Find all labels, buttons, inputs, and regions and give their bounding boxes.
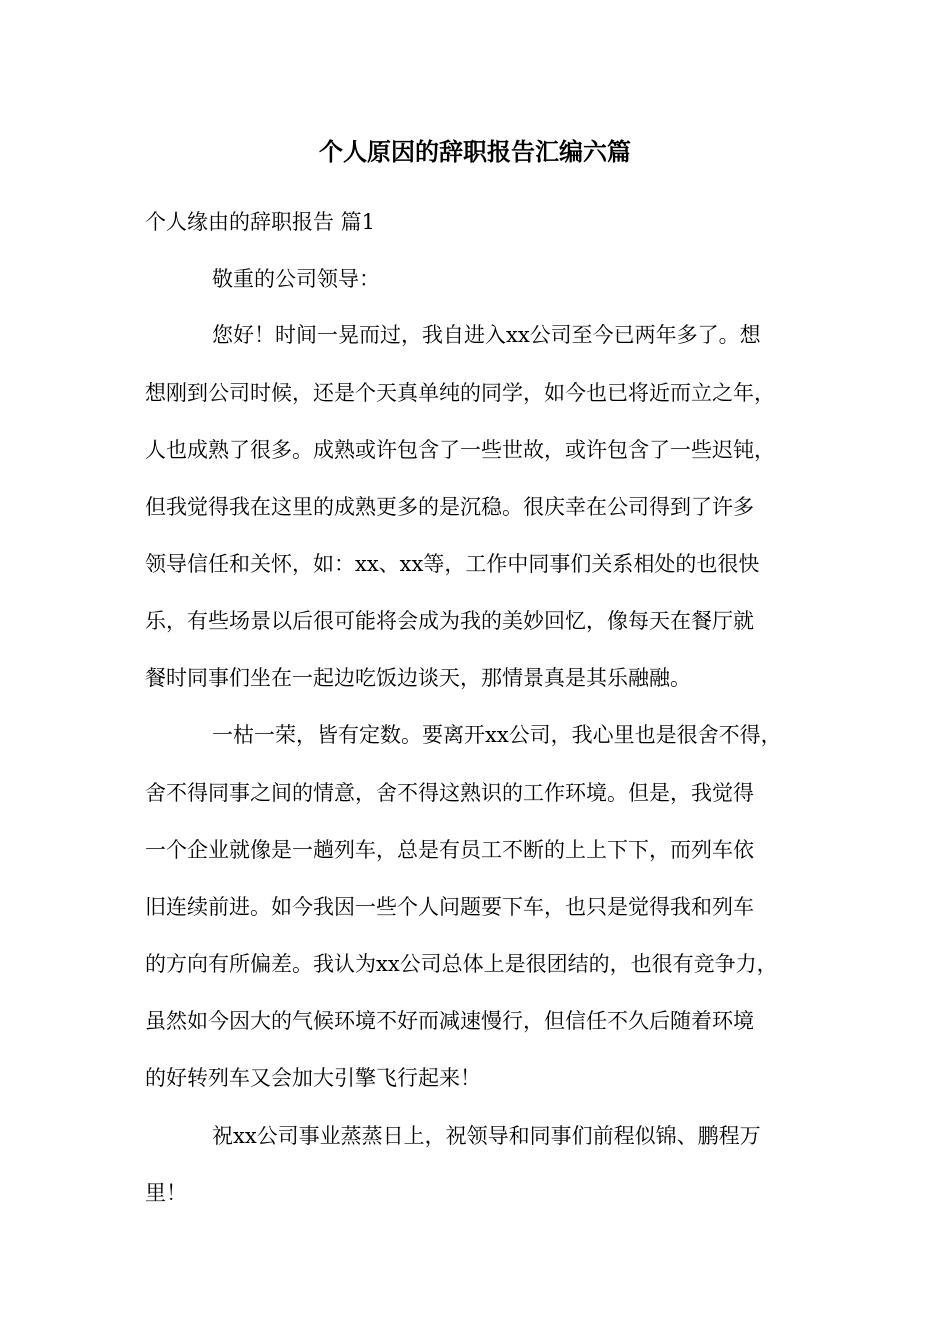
document-title: 个人原因的辞职报告汇编六篇 xyxy=(319,137,631,166)
paragraph-line: 里！ xyxy=(145,1181,187,1205)
paragraph-line: 餐时同事们坐在一起边吃饭边谈天，那情景真是其乐融融。 xyxy=(145,666,691,690)
paragraph-line: 的方向有所偏差。我认为xx公司总体上是很团结的，也很有竞争力， xyxy=(145,952,778,976)
paragraph-line: 祝xx公司事业蒸蒸日上，祝领导和同事们前程似锦、鹏程万 xyxy=(212,1124,761,1148)
section-heading: 个人缘由的辞职报告 篇1 xyxy=(145,210,376,234)
paragraph-line: 虽然如今因大的气候环境不好而减速慢行，但信任不久后随着环境 xyxy=(145,1009,754,1033)
paragraph-line: 您好！时间一晃而过，我自进入xx公司至今已两年多了。想 xyxy=(212,323,761,347)
paragraph-line: 一个企业就像是一趟列车，总是有员工不断的上上下下，而列车依 xyxy=(145,838,754,862)
paragraph-line: 一枯一荣，皆有定数。要离开xx公司，我心里也是很舍不得， xyxy=(212,723,782,747)
paragraph-line: 人也成熟了很多。成熟或许包含了一些世故，或许包含了一些迟钝， xyxy=(145,438,775,462)
paragraph-line: 领导信任和关怀，如：xx、xx等，工作中同事们关系相处的也很快 xyxy=(145,552,760,576)
paragraph-line: 旧连续前进。如今我因一些个人问题要下车，也只是觉得我和列车 xyxy=(145,895,754,919)
paragraph-line: 乐，有些场景以后很可能将会成为我的美妙回忆，像每天在餐厅就 xyxy=(145,609,754,633)
paragraph-line: 想刚到公司时候，还是个天真单纯的同学，如今也已将近而立之年， xyxy=(145,381,775,405)
paragraph-line: 但我觉得我在这里的成熟更多的是沉稳。很庆幸在公司得到了许多 xyxy=(145,495,754,519)
salutation: 敬重的公司领导： xyxy=(212,267,380,291)
paragraph-line: 舍不得同事之间的情意，舍不得这熟识的工作环境。但是，我觉得 xyxy=(145,781,754,805)
paragraph-line: 的好转列车又会加大引擎飞行起来！ xyxy=(145,1066,481,1090)
